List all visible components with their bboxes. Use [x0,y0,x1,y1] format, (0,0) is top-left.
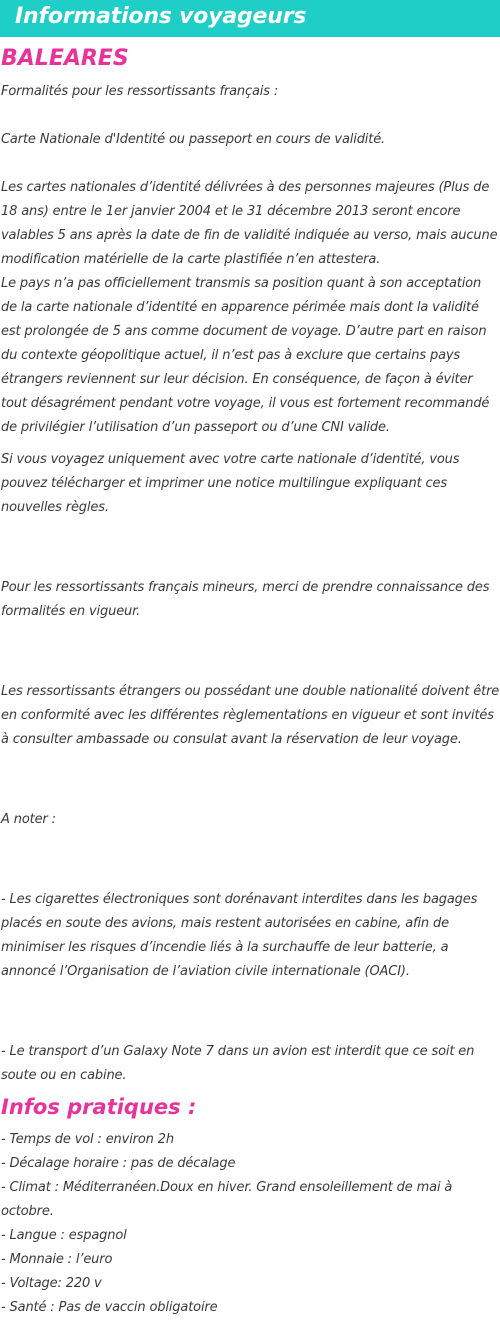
paragraph-e-cigarettes: - Les cigarettes électroniques sont dorénavant interdites dans les bagages placés en soute des avions, mais restent autorisées en cabine, afin de minimiser les risques d’incendie liés à la surchauffe de leur batterie, a annoncé l’Organisation de l’aviation civile internationale (OACI). [1,892,478,979]
paragraph-foreign-nationals: Les ressortissants étrangers ou possédant une double nationalité doivent être en conformité avec les différentes règlementations en vigueur et sont invités à consulter ambassade ou consulat avant la réservation de leur voyage. [1,684,500,747]
list-item-flight-time: - Temps de vol : environ 2h [1,1132,174,1147]
paragraph-note-heading: A noter : [1,812,56,827]
travel-info-content [0,72,500,1088]
paragraph-multilingual-notice: Si vous voyagez uniquement avec votre carte nationale d’identité, vous pouvez télécharger et imprimer une notice multilingue expliquant ces nouvelles règles. [1,452,460,515]
list-item-health: - Santé : Pas de vaccin obligatoire [1,1300,218,1315]
paragraph-country-position: Le pays n’a pas officiellement transmis sa position quant à son acceptation de la carte nationale d’identité en apparence périmée mais dont la validité est prolongée de 5 ans comme document de voyage. D’autre part en raison du contexte géopolitique actuel, il n’est pas à exclure que certains pays étrangers reviennent sur leur décision. En conséquence, de façon à éviter tout désagrément pendant votre voyage, il vous est fortement recommandé de privilégier l’utilisation d’un passeport ou d’une CNI valide. [1,276,490,435]
paragraph-id-card: Carte Nationale d'Identité ou passeport en cours de validité. [1,132,386,147]
paragraph-galaxy-note: - Le transport d’un Galaxy Note 7 dans un avion est interdit que ce soit en soute ou en cabine. [1,1044,475,1083]
paragraph-id-validity: Les cartes nationales d’identité délivrées à des personnes majeures (Plus de 18 ans) entre le 1er janvier 2004 et le 31 décembre 2013 seront encore valables 5 ans après la date de fin de validité indiquée au verso, mais aucune modification matérielle de la carte plastifiée n’en attestera. [1,180,498,267]
practical-info-title: Infos pratiques : [1,1095,197,1119]
list-item-time-difference: - Décalage horaire : pas de décalage [1,1156,236,1171]
list-item-climate: - Climat : Méditerranéen.Doux en hiver. Grand ensoleillement de mai à octobre. [1,1180,453,1219]
section-header-bar [0,0,500,37]
paragraph-formalities-intro: Formalités pour les ressortissants français : [1,84,279,99]
list-item-language: - Langue : espagnol [1,1228,127,1243]
practical-info-list [0,1128,500,1320]
destination-title: BALEARES [1,46,129,71]
section-header-title: Informations voyageurs [15,4,307,29]
list-item-voltage: - Voltage: 220 v [1,1276,102,1291]
paragraph-minors: Pour les ressortissants français mineurs, merci de prendre connaissance des formalités en vigueur. [1,580,490,619]
list-item-currency: - Monnaie : l’euro [1,1252,113,1267]
